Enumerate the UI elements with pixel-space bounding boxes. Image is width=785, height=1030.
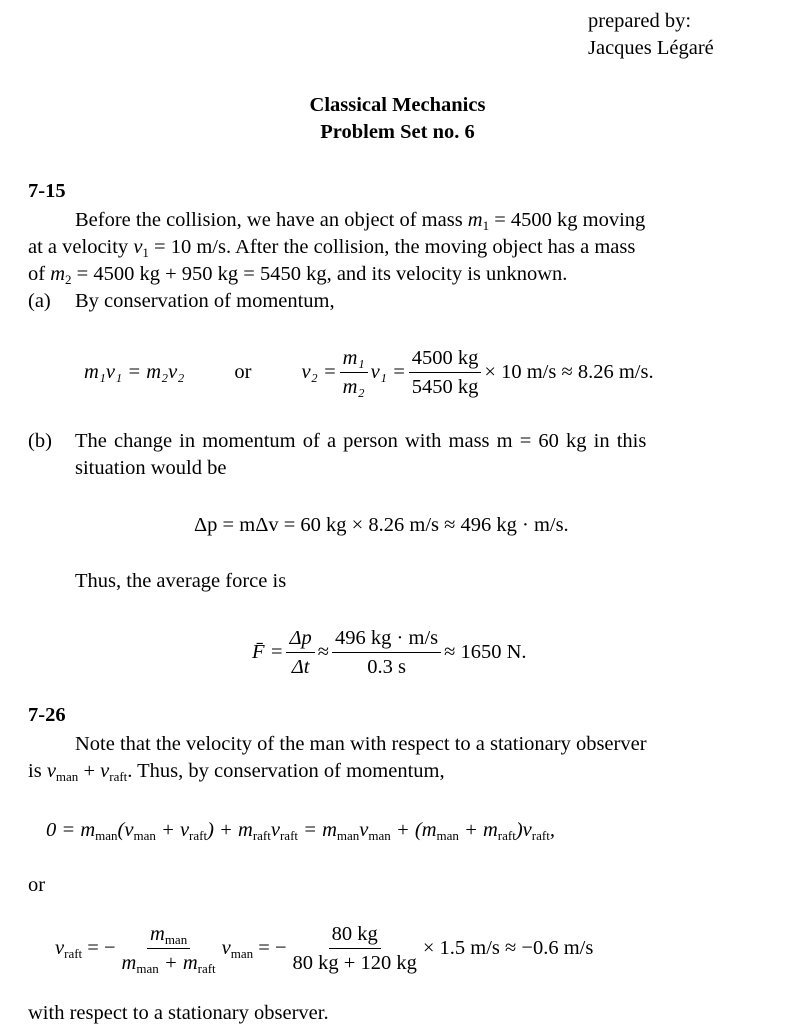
part-text: Thus, the average force is bbox=[75, 570, 287, 592]
part-text: situation would be bbox=[75, 457, 227, 479]
equation-force: F̄ = $\frac{\Delta p}{\Delta t}$ ≈ $\frac{496 kg \cdot m/s}{0.3 s}$ ≈ 1650 N. bbox=[252, 626, 527, 678]
part-label: (b) bbox=[28, 430, 52, 452]
equation-conservation: $0 = m_{man}(v_{man} + v_{raft}) + m_{raft}v_{raft} = m_{man}v_{man} + (m_{man} + m_{raft})v_{raft}$, bbox=[46, 819, 555, 843]
paragraph-line: at a velocity $v_1 = 10$ m/s. After the collision, the moving object has a mass bbox=[28, 236, 636, 260]
paragraph-line: of $m_2 = 4500$ kg + 950 kg = 5450 kg, and its velocity is unknown. bbox=[28, 263, 568, 287]
equation-delta-p: Δp = mΔv = 60 kg × 8.26 m/s ≈ 496 kg · m/s. bbox=[194, 514, 569, 536]
paragraph-line: Before the collision, we have an object of mass $m_1 = 4500$ kg moving bbox=[75, 209, 646, 233]
author-name: Jacques Légaré bbox=[588, 37, 714, 59]
closing-text: with respect to a stationary observer. bbox=[28, 1002, 329, 1024]
part-text: By conservation of momentum, bbox=[75, 290, 335, 312]
problem-number: 7-26 bbox=[28, 704, 66, 726]
part-label: (a) bbox=[28, 290, 51, 312]
equation-raft-velocity: $v_{raft}$ = − $\frac{m_{man}}{m_{man} + m_{raft}}$ $v_{man}$ = − $\frac{80 kg}{80 kg + 120 kg}$ × 1.5 m/s ≈ −0.6 m/s bbox=[55, 922, 594, 976]
doc-subtitle: Problem Set no. 6 bbox=[320, 121, 475, 143]
problem-number: 7-15 bbox=[28, 180, 66, 202]
equation-momentum: m₁v₁ = m₂v₂ or v₂ = $\frac{\text{m₁}}{\text{m₂}}$ v₁ = $\frac{4500 kg}{5450 kg}$ × 10 m/s ≈ 8.26 m/s. bbox=[84, 346, 654, 398]
paragraph-line: Note that the velocity of the man with respect to a stationary observer bbox=[75, 733, 647, 755]
doc-title: Classical Mechanics bbox=[309, 94, 486, 116]
prepared-by-label: prepared by: bbox=[588, 10, 692, 32]
connector-or: or bbox=[28, 874, 46, 896]
part-text: The change in momentum of a person with mass m = 60 kg in this bbox=[75, 430, 647, 452]
paragraph-line: is $v_{man} + v_{raft}$. Thus, by conservation of momentum, bbox=[28, 760, 445, 784]
